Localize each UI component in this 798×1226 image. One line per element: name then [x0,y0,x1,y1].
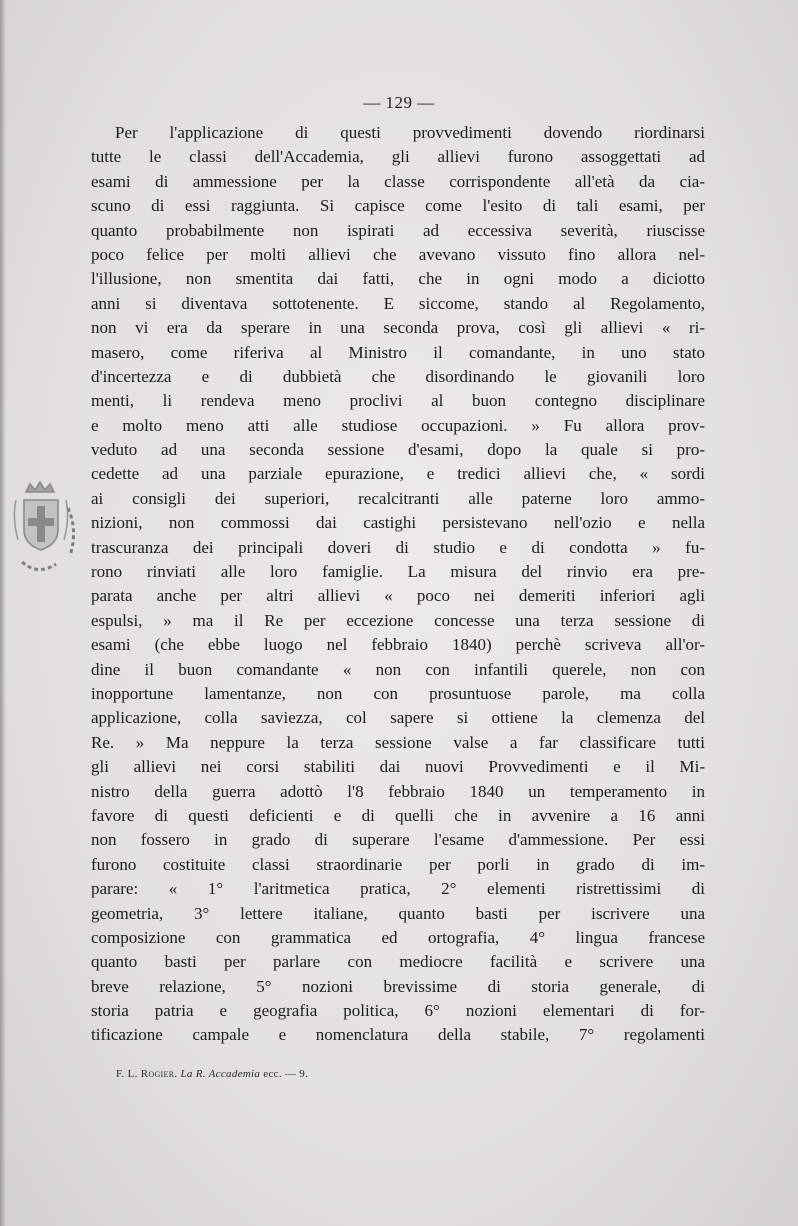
text-line: favore di questi deficienti e di quelli che in avvenire a 16 anni [91,805,705,825]
text-line: gli allievi nei corsi stabiliti dai nuovi Provvedimenti e il Mi- [91,757,705,777]
text-line: esami (che ebbe luogo nel febbraio 1840) perchè scriveva all'or- [91,635,705,655]
text-line: parata anche per altri allievi « poco nei demeriti inferiori agli [91,586,705,606]
text-line: veduto ad una seconda sessione d'esami, dopo la quale si pro- [91,440,705,460]
text-line: Per l'applicazione di questi provvedimenti dovendo riordinarsi [115,123,705,142]
text-line: e molto meno atti alle studiose occupazioni. » Fu allora prov- [91,415,705,435]
text-line: scuno di essi raggiunta. Si capisce come l'esito di tali esami, per [91,196,705,216]
text-line: non vi era da sperare in una seconda prova, così gli allievi « ri- [91,318,705,338]
text-line: inopportune lamentanze, non con prosuntuose parole, ma colla [91,683,705,703]
text-line: cedette ad una parziale epurazione, e tredici allievi che, « sordi [91,464,705,484]
text-line: composizione con grammatica ed ortografia, 4° lingua francese [91,927,705,947]
body-text [91,121,705,1048]
text-line: dine il buon comandante « non con infantili querele, non con [91,659,705,679]
page-edge-shadow [0,0,6,1226]
text-line: storia patria e geografia politica, 6° nozioni elementari di for- [91,1001,705,1021]
library-stamp-icon [4,478,84,588]
footnote-author: F. L. Rogier. [116,1068,178,1080]
text-line: quanto basti per parlare con mediocre facilità e scrivere una [91,952,705,972]
text-line: nistro della guerra adottò l'8 febbraio 1840 un temperamento in [91,781,705,801]
text-line: nizioni, non commossi dai castighi persistevano nell'ozio e nella [91,513,705,533]
text-line: applicazione, colla saviezza, col sapere si ottiene la clemenza del [91,708,705,728]
text-line: parare: « 1° l'aritmetica pratica, 2° elementi ristrettissimi di [91,879,705,899]
text-line: anni si diventava sottotenente. E siccome, stando al Regolamento, [91,293,705,313]
text-line: menti, li rendeva meno proclivi al buon contegno disciplinare [91,391,705,411]
text-line: tutte le classi dell'Accademia, gli allievi furono assoggettati ad [91,147,705,167]
running-footnote [116,1068,308,1080]
footnote-title: La R. Accademia [180,1068,261,1080]
text-line: quanto probabilmente non ispirati ad eccessiva severità, riuscisse [91,220,705,240]
text-line: espulsi, » ma il Re per eccezione concesse una terza sessione di [91,610,705,630]
text-line: ai consigli dei superiori, recalcitranti alle paterne loro ammo- [91,488,705,508]
text-line: non fossero in grado di superare l'esame d'ammessione. Per essi [91,830,705,850]
text-line: geometria, 3° lettere italiane, quanto basti per iscrivere una [91,903,705,923]
text-line: Re. » Ma neppure la terza sessione valse a far classificare tutti [91,732,705,752]
text-line: trascuranza dei principali doveri di studio e di condotta » fu- [91,537,705,557]
page-number: — 129 — [363,93,435,112]
text-line: l'illusione, non smentita dai fatti, che in ogni modo a diciotto [91,269,705,289]
text-line: furono costituite classi straordinarie per porli in grado di im- [91,854,705,874]
text-line: breve relazione, 5° nozioni brevissime di storia generale, di [91,976,705,996]
text-line: d'incertezza e di dubbietà che disordinando le giovanili loro [91,366,705,386]
text-line: poco felice per molti allievi che avevano vissuto fino allora nel- [91,244,705,264]
footnote-rest: ecc. — 9. [263,1068,309,1080]
text-line: tificazione campale e nomenclatura della stabile, 7° regolamenti [91,1025,705,1045]
text-line: esami di ammessione per la classe corrispondente all'età da cia- [91,171,705,191]
text-line: rono rinviati alle loro famiglie. La misura del rinvio era pre- [91,562,705,582]
text-line: masero, come riferiva al Ministro il comandante, in uno stato [91,342,705,362]
